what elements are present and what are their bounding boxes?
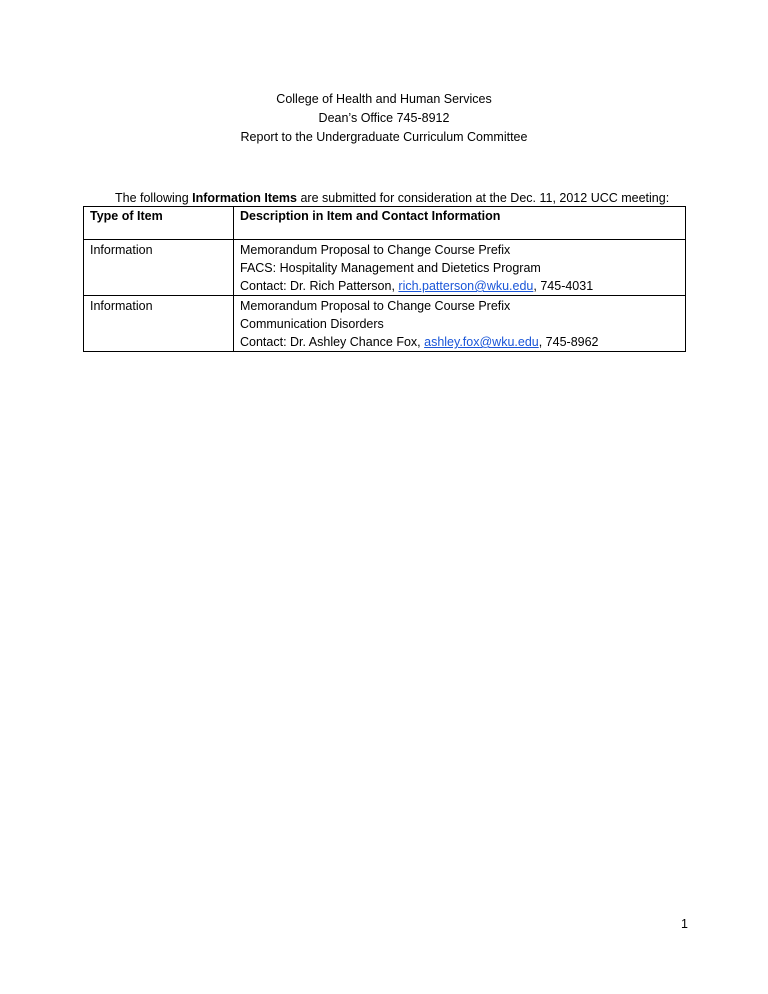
header-description: Description in Item and Contact Information <box>234 207 686 240</box>
item-description-cell <box>234 296 686 352</box>
table-row <box>84 240 686 296</box>
contact-prefix: Contact: Dr. Rich Patterson, <box>240 279 399 293</box>
proposal-line: Memorandum Proposal to Change Course Prefix <box>240 243 511 257</box>
deans-office-line: Dean’s Office 745-8912 <box>318 111 450 125</box>
intro-suffix: are submitted for consideration at the Dec. 11, 2012 UCC meeting: <box>297 191 670 205</box>
contact-line <box>240 333 679 351</box>
contact-suffix: , 745-8962 <box>538 335 599 349</box>
contact-suffix: , 745-4031 <box>533 279 594 293</box>
table-row <box>84 296 686 352</box>
program-line: FACS: Hospitality Management and Dietetics Program <box>240 261 541 275</box>
email-link[interactable]: ashley.fox@wku.edu <box>424 335 539 349</box>
intro-paragraph <box>115 189 669 207</box>
intro-prefix: The following <box>115 191 193 205</box>
item-type-cell: Information <box>84 296 234 352</box>
items-table <box>83 206 686 352</box>
contact-line <box>240 277 679 295</box>
item-type-cell: Information <box>84 240 234 296</box>
item-description-cell <box>234 240 686 296</box>
table-header-row <box>84 207 686 240</box>
document-header <box>0 90 768 147</box>
program-line: Communication Disorders <box>240 317 384 331</box>
email-link[interactable]: rich.patterson@wku.edu <box>398 279 534 293</box>
college-name: College of Health and Human Services <box>276 92 492 106</box>
page-number: 1 <box>681 917 688 931</box>
contact-prefix: Contact: Dr. Ashley Chance Fox, <box>240 335 425 349</box>
report-title: Report to the Undergraduate Curriculum Committee <box>240 130 528 144</box>
intro-bold: Information Items <box>192 191 297 205</box>
header-type-of-item: Type of Item <box>84 207 234 240</box>
proposal-line: Memorandum Proposal to Change Course Prefix <box>240 299 511 313</box>
